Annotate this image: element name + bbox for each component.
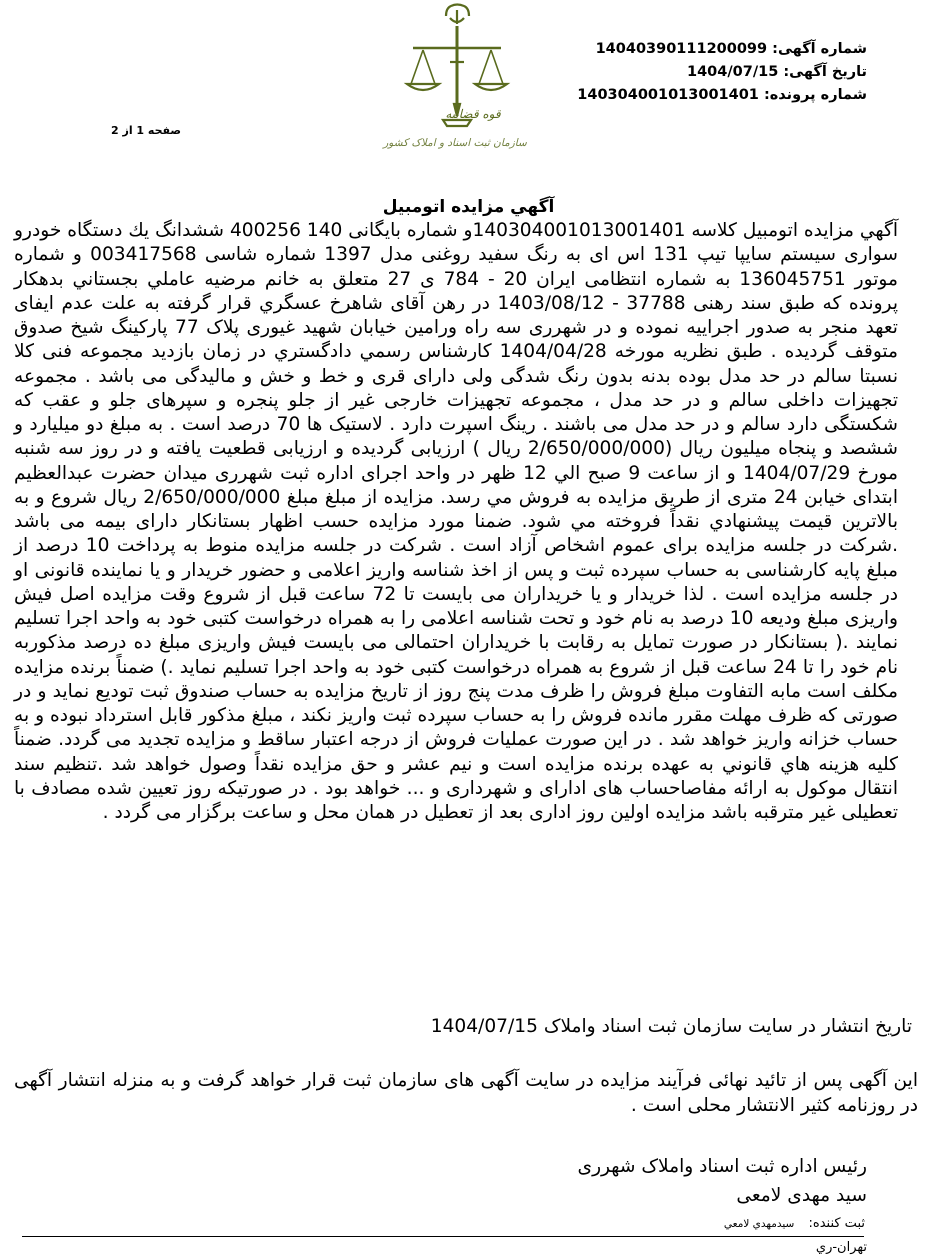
- logo-text: قوه قضاییه: [445, 107, 501, 121]
- ad-number: 14040390111200099: [595, 41, 768, 57]
- ad-date-label: تاریخ آگهی:: [783, 64, 867, 80]
- page-number: صفحه 1 از 2: [111, 124, 182, 137]
- ad-meta: [577, 38, 867, 107]
- site-publication-note: این آگهی پس از تائید نهائی فرآیند مزایده در سایت آگهی های سازمان ثبت قرار خواهد گرفت و به منزله انتشار آگهی در روزنامه کثیر الانتشار محلی است .: [14, 1070, 918, 1116]
- ad-number-row: [577, 38, 867, 61]
- signatory-name: سید مهدی لامعی: [736, 1185, 867, 1206]
- notice-body-paragraph: آگهي مزايده اتومبيل كلاسه 140304001013001401و شماره بایگانی 140 400256 ششدانگ يك دستگاه خودرو سواری سیستم سایپا تیپ 131 اس ای به رنگ سفید روغنی مدل 1397 شماره شاسی 003417568 و شماره موتور 136045751 به شماره انتظامی ایران 20 - 784 ی 27 متعلق به خانم مرضیه عاملي بجستاني بدهکار پرونده که طبق سند رهنی 37788 - 1403/08/12 در رهن آقای شاهرخ عسگري قرار گرفته به علت عدم ایفای تعهد منجر به صدور اجراییه نموده و در شهرری سه راه ورامین خیابان شهید غیوری پلاک 77 پارکینگ شیخ صدوق متوقف گردیده . طبق نظریه مورخه 1404/04/28 كارشناس رسمي دادگستري در زمان بازديد مجموعه فنی کلا نسبتا سالم در حد مدل بوده بدنه بدون رنگ شدگی ولی دارای قری و خط و خش و مالیدگی می باشد . مجموعه تجهیزات داخلی سالم و در حد مدل ، مجموعه تجهیزات خارجی غیر از جلو پنجره و سپرهای جلو و عقب که شکستگی دارد سالم و در حد مدل می باشند . رینگ اسپرت دارد . لاستیک ها 70 درصد است . به مبلغ دو میلیارد و ششصد و پنجاه میلیون ریال (2/650/000/000 ریال ) ارزیابی گردیده و ارزیابی قطعیت یافته و در روز سه شنبه مورخ 1404/07/29 و از ساعت 9 صبح الي 12 ظهر در واحد اجرای اداره ثبت شهرری میدان حضرت عبدالعظیم ابتدای خیابن 24 متری از طريق مزايده به فروش مي رسد. مزايده از مبلغ مبلغ 2/650/000/000 ريال شروع و به بالاترين قيمت پيشنهادي نقداً فروخته مي شود. ضمنا مورد مزایده حسب اظهار بستانکار دارای بیمه می باشد .شرکت در جلسه مزایده برای عموم اشخاص آزاد است . شرکت در جلسه مزایده منوط به پرداخت 10 درصد از مبلغ پایه کارشناسی به حساب سپرده ثبت و پس از اخذ شناسه واریز اعلامی و حضور خریدار و یا نماینده قانونی او در جلسه مزایده است . لذا خریدار و یا خریداران می بایست تا 72 ساعت قبل از شروع وقت مزایده اصل فیش واریزی مبلغ ودیعه 10 درصد به نام خود و تحت شناسه اعلامی را به همراه درخواست کتبی خود به واحد اجرا تسلیم نمایند .( بستانکار در صورت تمایل به رقابت با خریداران احتمالی می بایست فیش واریزی مبلغ ده درصد مذکوربه نام خود را تا 24 ساعت قبل از شروع به همراه درخواست کتبی خود به واحد اجرا تسلیم نماید .) ضمناً برنده مزايده مكلف است مابه التفاوت مبلغ فروش را ظرف مدت پنج روز از تاریخ مزایده به حساب صندوق ثبت تودیع نماید و در صورتی که ظرف مهلت مقرر مانده فروش را به حساب سپرده ثبت واریز نکند ، مبلغ مذکور قابل استرداد نبوده و به حساب خزانه واریز خواهد شد . در این صورت عملیات فروش از درجه اعتبار ساقط و مزایده تجدید می گردد. ضمناً كليه هزينه هاي قانوني به عهده برنده مزايده است و نيم عشر و حق مزايده نقداً وصول خواهد شد .تنظیم سند انتقال موکول به ارائه مفاصاحساب های ادارای و شهرداری و ... خواهد بود . در صورتیکه روز تعیین شده مصادف با تعطیلی غیر مترقبه باشد مزایده اولین روز اداری بعد از تعطیل در همان محل و ساعت برگزار می گردد .: [14, 220, 898, 823]
- notice-body: [14, 219, 898, 825]
- notice-title: آگهي مزايده اتومبيل: [382, 197, 555, 217]
- footer-divider: [22, 1236, 864, 1237]
- ad-date-row: [577, 61, 867, 84]
- registrar-name: سیدمهدي لامعي: [723, 1218, 795, 1230]
- signatory-position: رئیس اداره ثبت اسناد واملاک شهرری: [577, 1156, 867, 1177]
- ad-date: 1404/07/15: [687, 64, 779, 80]
- file-number-label: شماره پرونده:: [763, 87, 867, 103]
- registrar-row: [724, 1216, 865, 1231]
- file-number: 140304001013001401: [577, 87, 759, 103]
- logo-subtext: سازمان ثبت اسناد و املاک کشور: [383, 137, 527, 149]
- publication-date-line: تاریخ انتشار در سایت سازمان ثبت اسناد واملاک 1404/07/15: [430, 1016, 912, 1037]
- ad-number-label: شماره آگهی:: [772, 41, 867, 57]
- office-city: تهران-ري: [815, 1240, 867, 1255]
- file-number-row: [577, 84, 867, 107]
- judiciary-emblem-logo: [383, 4, 527, 164]
- registrar-label: ثبت کننده:: [808, 1216, 865, 1231]
